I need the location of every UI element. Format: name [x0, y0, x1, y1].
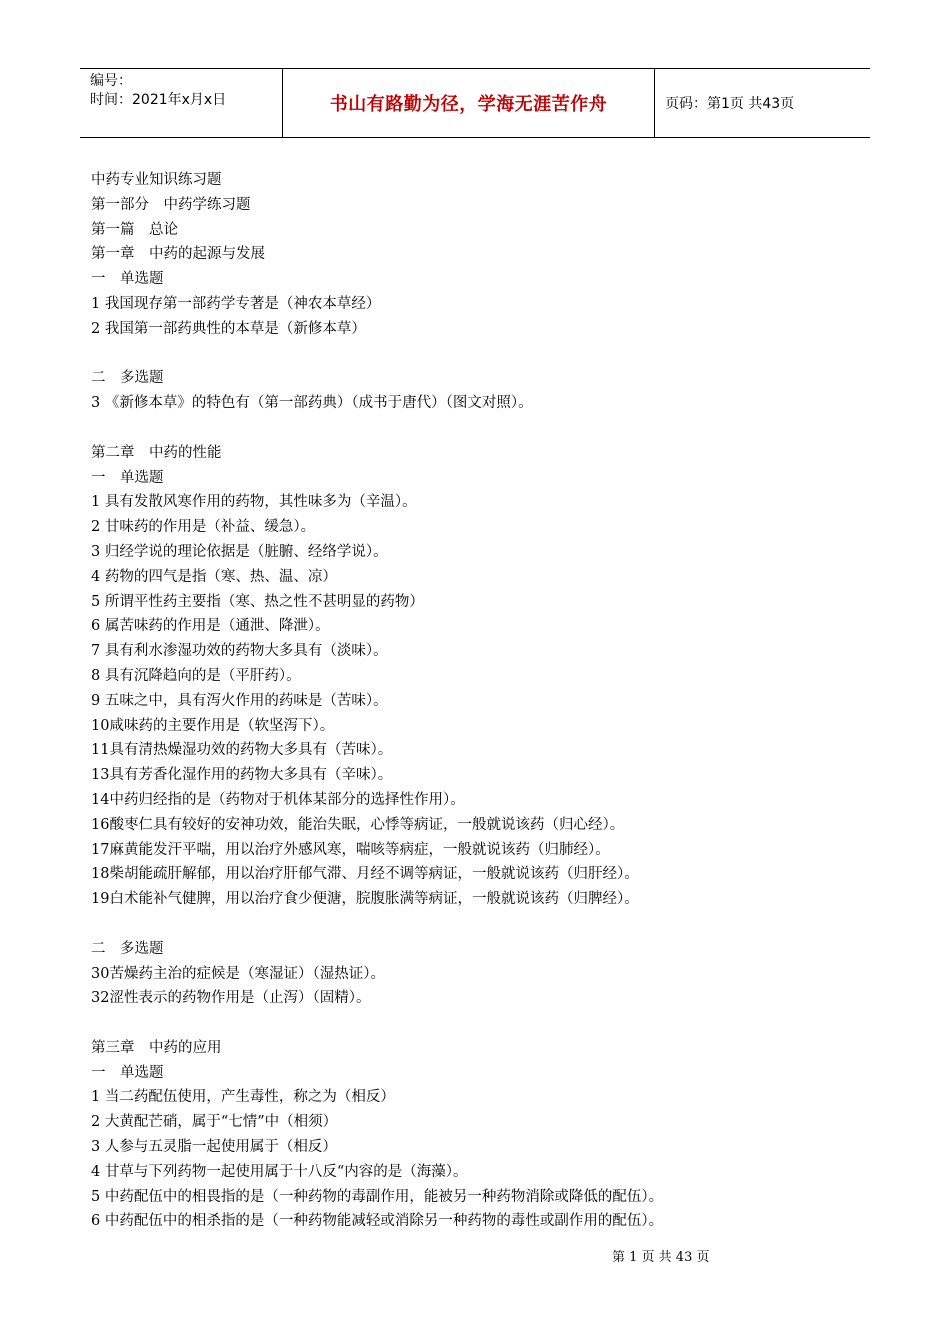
header-motto-cell — [283, 69, 655, 137]
text-line: 7 具有利水渗湿功效的药物大多具有（淡味）。 — [91, 643, 388, 660]
text-line: 2 我国第一部药典性的本草是（新修本草） — [91, 320, 366, 337]
text-line: 1 我国现存第一部药学专著是（神农本草经） — [91, 295, 381, 312]
header-page-info: 页码：第1页 共43页 — [665, 96, 795, 112]
text-line: 一 单选题 — [91, 271, 164, 288]
text-line: 第三章 中药的应用 — [91, 1039, 222, 1056]
text-line: 3 人参与五灵脂一起使用属于（相反） — [91, 1139, 337, 1156]
header-meta — [80, 69, 283, 137]
document-date: 时间：2021年x月x日 — [90, 92, 227, 108]
text-line: 4 甘草与下列药物一起使用属于十八反“内容的是（海藻）。 — [91, 1163, 468, 1180]
text-line: 第一篇 总论 — [91, 221, 178, 238]
text-line: 6 属苦味药的作用是（通泄、降泄）。 — [91, 618, 330, 635]
header-motto: 书山有路勤为径，学海无涯苦作舟 — [329, 94, 608, 115]
text-line: 11具有清热燥湿功效的药物大多具有（苦味）。 — [91, 742, 393, 759]
text-line: 8 具有沉降趋向的是（平肝药）。 — [91, 667, 301, 684]
text-line: 一 单选题 — [91, 1064, 164, 1081]
blank-line — [91, 1011, 871, 1036]
header-page-info-cell — [655, 69, 870, 137]
text-line: 2 甘味药的作用是（补益、缓急）。 — [91, 519, 316, 536]
blank-line — [91, 912, 871, 937]
text-line: 17麻黄能发汗平喘，用以治疗外感风寒，喘咳等病症，一般就说该药（归肺经）。 — [91, 841, 610, 858]
text-line: 3 归经学说的理论依据是（脏腑、经络学说）。 — [91, 543, 388, 560]
text-line: 13具有芳香化湿作用的药物大多具有（辛味）。 — [91, 767, 393, 784]
text-line: 18柴胡能疏肝解郁，用以治疗肝郁气滞、月经不调等病证，一般就说该药（归肝经）。 — [91, 866, 639, 883]
document-number-label: 编号： — [90, 73, 132, 89]
text-line: 9 五味之中，具有泻火作用的药味是（苦味）。 — [91, 692, 388, 709]
text-line: 二 多选题 — [91, 370, 164, 387]
blank-line — [91, 416, 871, 441]
text-line: 3 《新修本草》的特色有（第一部药典）（成书于唐代）（图文对照）。 — [91, 395, 533, 412]
text-line: 第一部分 中药学练习题 — [91, 196, 251, 213]
text-line: 第二章 中药的性能 — [91, 444, 222, 461]
text-line: 14中药归经指的是（药物对于机体某部分的选择性作用）。 — [91, 791, 465, 808]
text-line: 10咸味药的主要作用是（软坚泻下）。 — [91, 717, 335, 734]
text-line: 4 药物的四气是指（寒、热、温、凉） — [91, 568, 337, 585]
page-footer: 第 1 页 共 43 页 — [612, 1250, 710, 1265]
text-line: 一 单选题 — [91, 469, 164, 486]
text-line: 中药专业知识练习题 — [91, 172, 222, 188]
text-line: 2 大黄配芒硝，属于“七情”中（相须） — [91, 1114, 338, 1131]
text-line: 二 多选题 — [91, 940, 164, 957]
text-line: 1 当二药配伍使用，产生毒性，称之为（相反） — [91, 1089, 395, 1106]
text-line: 5 所谓平性药主要指（寒、热之性不甚明显的药物） — [91, 593, 424, 610]
text-line: 1 具有发散风寒作用的药物，其性味多为（辛温）。 — [91, 494, 417, 511]
text-line: 30苦燥药主治的症候是（寒湿证）（湿热证）。 — [91, 965, 385, 982]
text-line: 5 中药配伍中的相畏指的是（一种药物的毒副作用，能被另一种药物消除或降低的配伍）。 — [91, 1188, 664, 1205]
text-line: 第一章 中药的起源与发展 — [91, 246, 265, 263]
document-body — [91, 168, 871, 1234]
text-line: 32涩性表示的药物作用是（止泻）（固精）。 — [91, 990, 371, 1007]
page-header — [80, 68, 870, 138]
text-line: 19白术能补气健脾，用以治疗食少便溏，脘腹胀满等病证，一般就说该药（归脾经）。 — [91, 891, 639, 908]
blank-line — [91, 342, 871, 367]
text-line: 16酸枣仁具有较好的安神功效，能治失眠，心悸等病证，一般就说该药（归心经）。 — [91, 816, 625, 833]
text-line: 6 中药配伍中的相杀指的是（一种药物能减轻或消除另一种药物的毒性或副作用的配伍）。 — [91, 1213, 664, 1230]
